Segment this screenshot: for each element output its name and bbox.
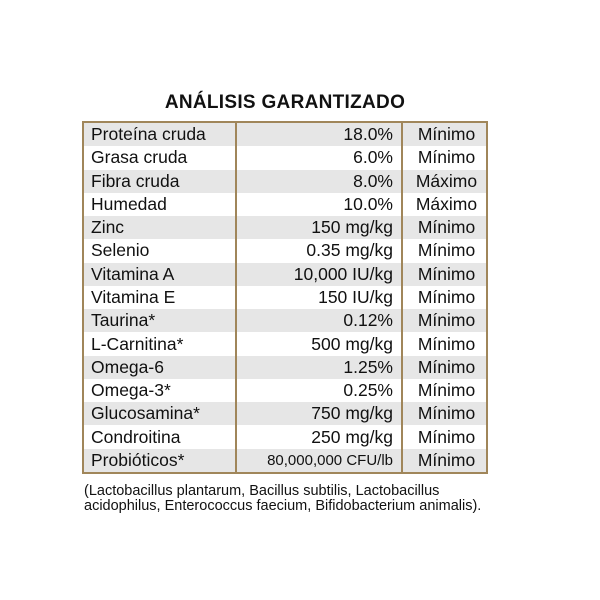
nutrient-value: 150 mg/kg: [236, 216, 402, 239]
nutrient-name: Taurina*: [84, 309, 236, 332]
table-row: [84, 146, 486, 169]
nutrient-name: Humedad: [84, 193, 236, 216]
nutrient-name: Selenio: [84, 239, 236, 262]
table-row: [84, 216, 486, 239]
nutrient-value: 18.0%: [236, 123, 402, 146]
probiotics-footnote: (Lactobacillus plantarum, Bacillus subtilis, Lactobacillus acidophilus, Enterococcus faecium, Bifidobacterium animalis).: [84, 483, 482, 514]
table-row: [84, 170, 486, 193]
nutrient-limit-type: Máximo: [402, 170, 486, 193]
nutrient-limit-type: Mínimo: [417, 380, 476, 401]
nutrient-limit-type: Mínimo: [402, 216, 486, 239]
nutrient-value: 0.35 mg/kg: [236, 239, 402, 262]
nutrient-value: 0.12%: [236, 309, 402, 332]
guaranteed-analysis-table: [82, 121, 488, 474]
nutrient-name: Probióticos*: [84, 449, 236, 472]
table-row: [84, 332, 486, 355]
table-row: [84, 449, 486, 472]
nutrient-limit-type: Mínimo: [402, 356, 486, 379]
nutrient-value: 1.25%: [236, 356, 402, 379]
table-row: [84, 193, 486, 216]
nutrient-limit-type: Mínimo: [417, 240, 476, 261]
nutrient-name: Proteína cruda: [84, 123, 236, 146]
nutrient-value: 6.0%: [236, 146, 402, 169]
table-row: [84, 286, 486, 309]
table-row: [84, 123, 486, 146]
nutrient-name: Vitamina E: [84, 286, 236, 309]
nutrient-value: 0.25%: [236, 379, 402, 402]
nutrient-value: 500 mg/kg: [236, 332, 402, 355]
nutrient-value: 80,000,000 CFU/lb: [236, 449, 402, 472]
table-row: [84, 263, 486, 286]
table-row: [84, 309, 486, 332]
nutrient-limit-type: Mínimo: [417, 147, 476, 168]
nutrient-limit-type: Mínimo: [402, 309, 486, 332]
nutrient-name: Vitamina A: [84, 263, 236, 286]
table-row: [84, 425, 486, 448]
nutrient-name: Fibra cruda: [84, 170, 236, 193]
table-title: ANÁLISIS GARANTIZADO: [164, 92, 406, 113]
nutrient-limit-type: Mínimo: [402, 123, 486, 146]
nutrient-name: Omega-3*: [84, 379, 236, 402]
nutrient-limit-type: Mínimo: [402, 263, 486, 286]
table-row: [84, 402, 486, 425]
nutrient-value: 8.0%: [236, 170, 402, 193]
nutrient-limit-type: Mínimo: [417, 286, 476, 307]
nutrient-limit-type: Máximo: [415, 193, 478, 214]
nutrient-value: 250 mg/kg: [236, 425, 402, 448]
nutrient-value: 150 IU/kg: [236, 286, 402, 309]
table-row: [84, 239, 486, 262]
nutrient-name: Grasa cruda: [84, 146, 236, 169]
nutrient-limit-type: Mínimo: [402, 402, 486, 425]
table-row: [84, 379, 486, 402]
nutrient-limit-type: Mínimo: [402, 449, 486, 472]
nutrient-name: L-Carnitina*: [84, 332, 236, 355]
nutrient-name: Condroitina: [84, 425, 236, 448]
nutrient-name: Zinc: [84, 216, 236, 239]
nutrient-limit-type: Mínimo: [417, 426, 476, 447]
nutrient-value: 750 mg/kg: [236, 402, 402, 425]
nutrient-limit-type: Mínimo: [417, 333, 476, 354]
nutrient-name: Glucosamina*: [84, 402, 236, 425]
nutrient-name: Omega-6: [84, 356, 236, 379]
nutrient-value: 10,000 IU/kg: [236, 263, 402, 286]
nutrient-value: 10.0%: [236, 193, 402, 216]
table-row: [84, 356, 486, 379]
